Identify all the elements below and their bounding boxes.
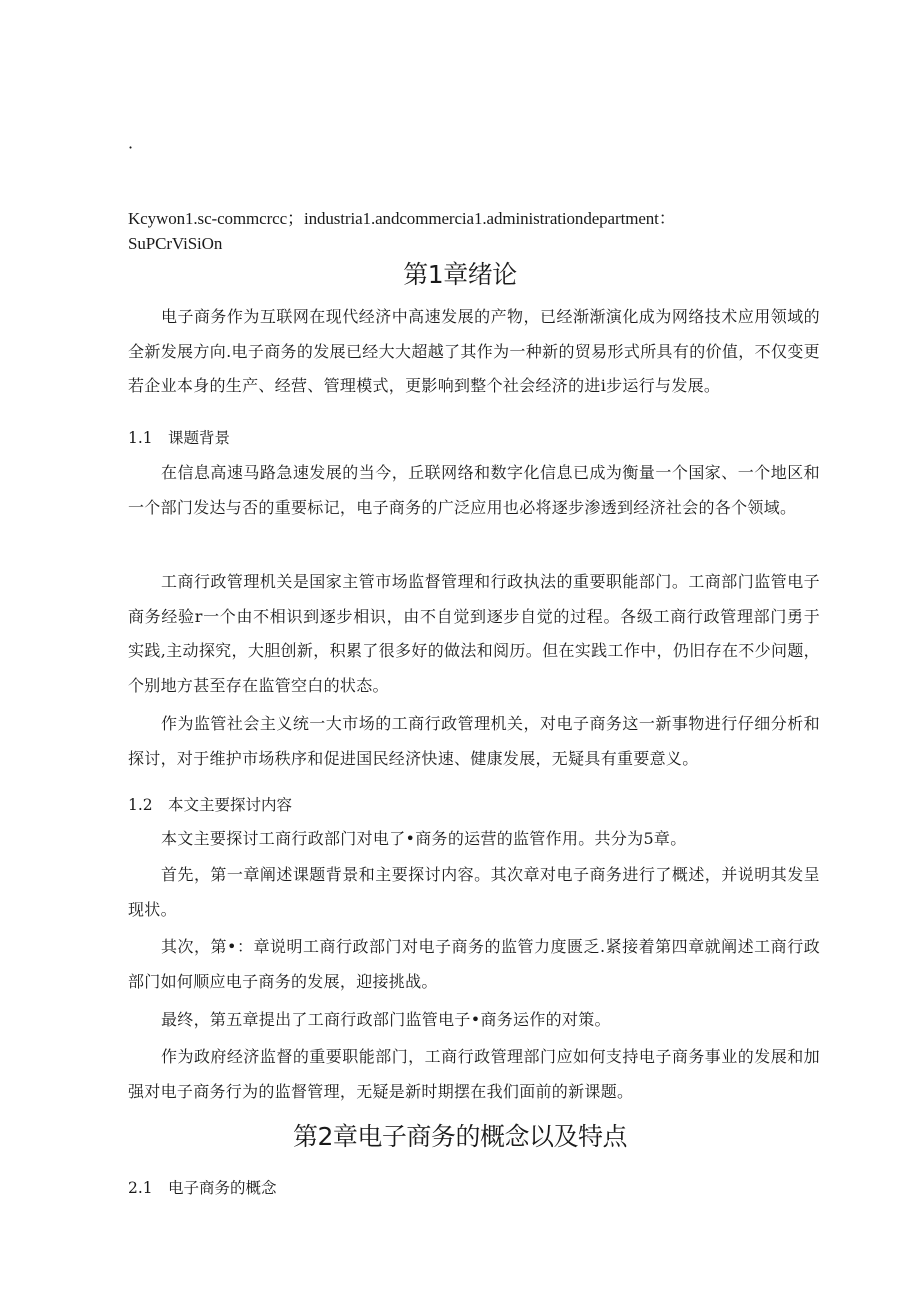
chapter-1-title: 第1章绪论 [403,260,517,289]
paragraph: 作为政府经济监督的重要职能部门，工商行政管理部门应如何支持电子商务事业的发展和加强对电子商务行为的监督管理，无疑是新时期摆在我们面前的新课题。 [128,1047,820,1101]
paragraph: 工商行政管理机关是国家主管市场监督管理和行政执法的重要职能部门。工商部门监管电子商务经验r一个由不相识到逐步相识，由不自觉到逐步自觉的过程。各级工商行政管理部门勇于实践,主动探究，大胆创新，积累了很多好的做法和阅历。但在实践工作中，仍旧存在不少问题，个别地方甚至存在监管空白的状态。 [128,572,820,695]
paragraph: 本文主要探讨工商行政部门对电了•商务的运营的监管作用。共分为5章。 [161,829,687,848]
paragraph: 首先，第一章阐述课题背景和主要探讨内容。其次章对电子商务进行了概述，并说明其发呈现状。 [128,865,820,919]
keywords-line-1: Kcywon1.sc-commcrcc；industria1.andcommercia1.administrationdepartment： [128,209,676,228]
section-1-1-heading [128,426,230,450]
section-number: 2.1 [128,1179,153,1197]
chapter-2-title: 第2章电子商务的概念以及特点 [293,1122,627,1151]
paragraph: 其次，第•：章说明工商行政部门对电子商务的监管力度匮乏.紧接着第四章就阐述工商行政部门如何顺应电子商务的发展，迎接挑战。 [128,937,820,991]
section-title: 本文主要探讨内容 [168,796,293,814]
keywords-line-2: SuPCrViSiOn [128,234,223,253]
paragraph: 在信息高速马路急速发展的当今，丘联网络和数字化信息已成为衡量一个国家、一个地区和一个部门发达与否的重要标记，电子商务的广泛应用也必将逐步渗透到经济社会的各个领域。 [128,463,820,517]
section-title: 课题背景 [168,429,231,447]
section-2-1-heading [128,1176,277,1200]
paragraph: 最终，第五章提出了工商行政部门监管电子•商务运作的对策。 [161,1010,611,1029]
keywords-block [128,206,828,256]
section-title: 电子商务的概念 [168,1179,277,1197]
chapter-1-intro-paragraph: 电子商务作为互联网在现代经济中高速发展的产物，已经渐渐演化成为网络技术应用领域的全新发展方向.电子商务的发展已经大大超越了其作为一种新的贸易形式所具有的价值，不仅变更若企业本身的生产、经营、管理模式，更影响到整个社会经济的进i步运行与发展。 [128,307,820,395]
section-number: 1.1 [128,429,153,447]
paragraph: 作为监管社会主义统一大市场的工商行政管理机关，对电子商务这一新事物进行仔细分析和探讨，对于维护市场秩序和促进国民经济快速、健康发展，无疑具有重要意义。 [128,714,820,768]
section-1-2-heading [128,793,292,817]
header-mark: · [128,138,134,157]
section-number: 1.2 [128,796,153,814]
